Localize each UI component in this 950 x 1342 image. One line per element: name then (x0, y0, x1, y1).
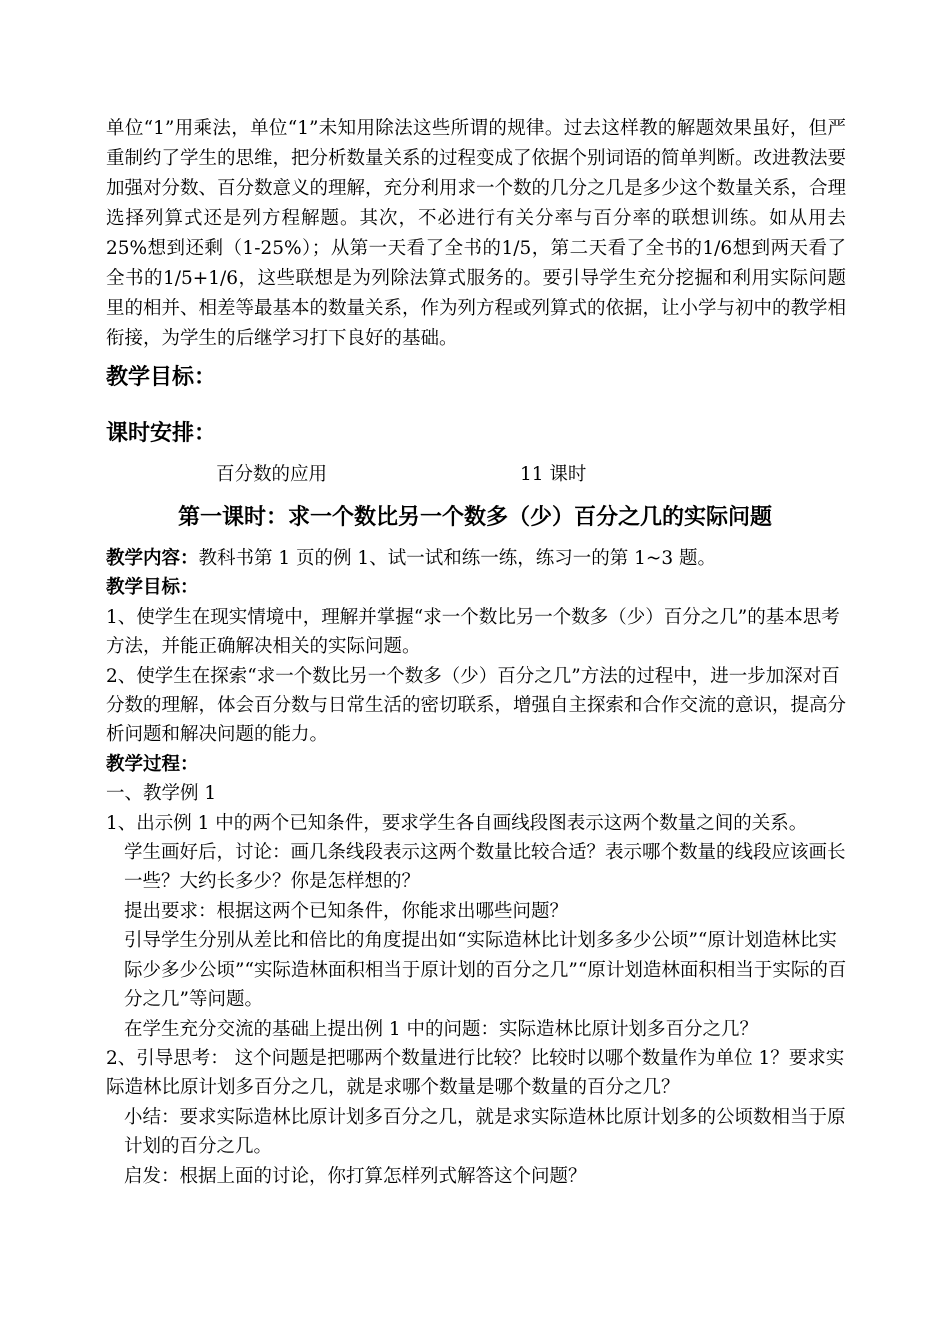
process-paragraph: 在学生充分交流的基础上提出例 1 中的问题：实际造林比原计划多百分之几？ (124, 1018, 759, 1040)
section-heading: 一、教学例 1 (106, 783, 217, 805)
teaching-process-label: 教学过程： (106, 753, 199, 775)
process-paragraph: 提出要求：根据这两个已知条件，你能求出哪些问题？ (124, 900, 569, 922)
goal-item: 1、使学生在现实情境中，理解并掌握“求一个数比另一个数多（少）百分之几”的基本思考方法，并能正确解决相关的实际问题。 (106, 606, 840, 658)
teaching-content-label: 教学内容： (106, 548, 199, 569)
process-paragraph: 引导学生分别从差比和倍比的角度提出如“实际造林比计划多多少公顷”“原计划造林比实际少多少公顷”“实际造林面积相当于原计划的百分之几”“原计划造林面积相当于实际的百分之几”等问题。 (124, 930, 847, 1011)
schedule-hours: 11 课时 (520, 464, 587, 485)
process-paragraph: 启发：根据上面的讨论，你打算怎样列式解答这个问题？ (124, 1165, 587, 1187)
teaching-content-text: 教科书第 1 页的例 1、试一试和练一练，练习一的第 1~3 题。 (198, 548, 717, 569)
process-paragraph: 小结：要求实际造林比原计划多百分之几，就是求实际造林比原计划多的公顷数相当于原计划的百分之几。 (124, 1106, 846, 1158)
lesson-body (106, 544, 854, 1191)
process-paragraph: 学生画好后，讨论：画几条线段表示这两个数量比较合适？表示哪个数量的线段应该画长一些？大约长多少？你是怎样想的？ (124, 842, 846, 893)
goal-item: 2、使学生在探索“求一个数比另一个数多（少）百分之几”方法的过程中，进一步加深对百分数的理解，体会百分数与日常生活的密切联系，增强自主探索和合作交流的意识，提高分析问题和解决问题的能力。 (106, 665, 847, 746)
process-paragraph: 1、出示例 1 中的两个已知条件，要求学生各自画线段图表示这两个数量之间的关系。 (106, 812, 808, 834)
intro-paragraph: 单位“1”用乘法，单位“1”未知用除法这些所谓的规律。过去这样教的解题效果虽好，但严重制约了学生的思维，把分析数量关系的过程变成了依据个别词语的简单判断。改进教法要加强对分数、百分数意义的理解，充分利用求一个数的几分之几是多少这个数量关系，合理选择列算式还是列方程解题。其次，不必进行有关分率与百分率的联想训练。如从用去25%想到还剩（1-25%）；从第一天看了全书的1/5，第二天看了全书的1/6想到两天看了全书的1/5+1/6，这些联想是为列除法算式服务的。要引导学生充分挖掘和利用实际问题里的相并、相差等最基本的数量关系，作为列方程或列算式的依据，让小学与初中的教学相衔接，为学生的后继学习打下良好的基础。 (106, 118, 847, 349)
teaching-content (106, 544, 854, 573)
heading-class-schedule: 课时安排： (106, 421, 217, 446)
lesson-title: 第一课时：求一个数比另一个数多（少）百分之几的实际问题 (177, 504, 772, 530)
teaching-goals-label: 教学目标： (106, 577, 199, 599)
process-paragraph: 2、引导思考： 这个问题是把哪两个数量进行比较？比较时以哪个数量作为单位 1？要求实际造林比原计划多百分之几，就是求哪个数量是哪个数量的百分之几？ (106, 1047, 845, 1099)
heading-teaching-goals: 教学目标： (106, 365, 217, 390)
schedule-item: 百分数的应用 (216, 464, 328, 485)
schedule-row (0, 460, 950, 490)
